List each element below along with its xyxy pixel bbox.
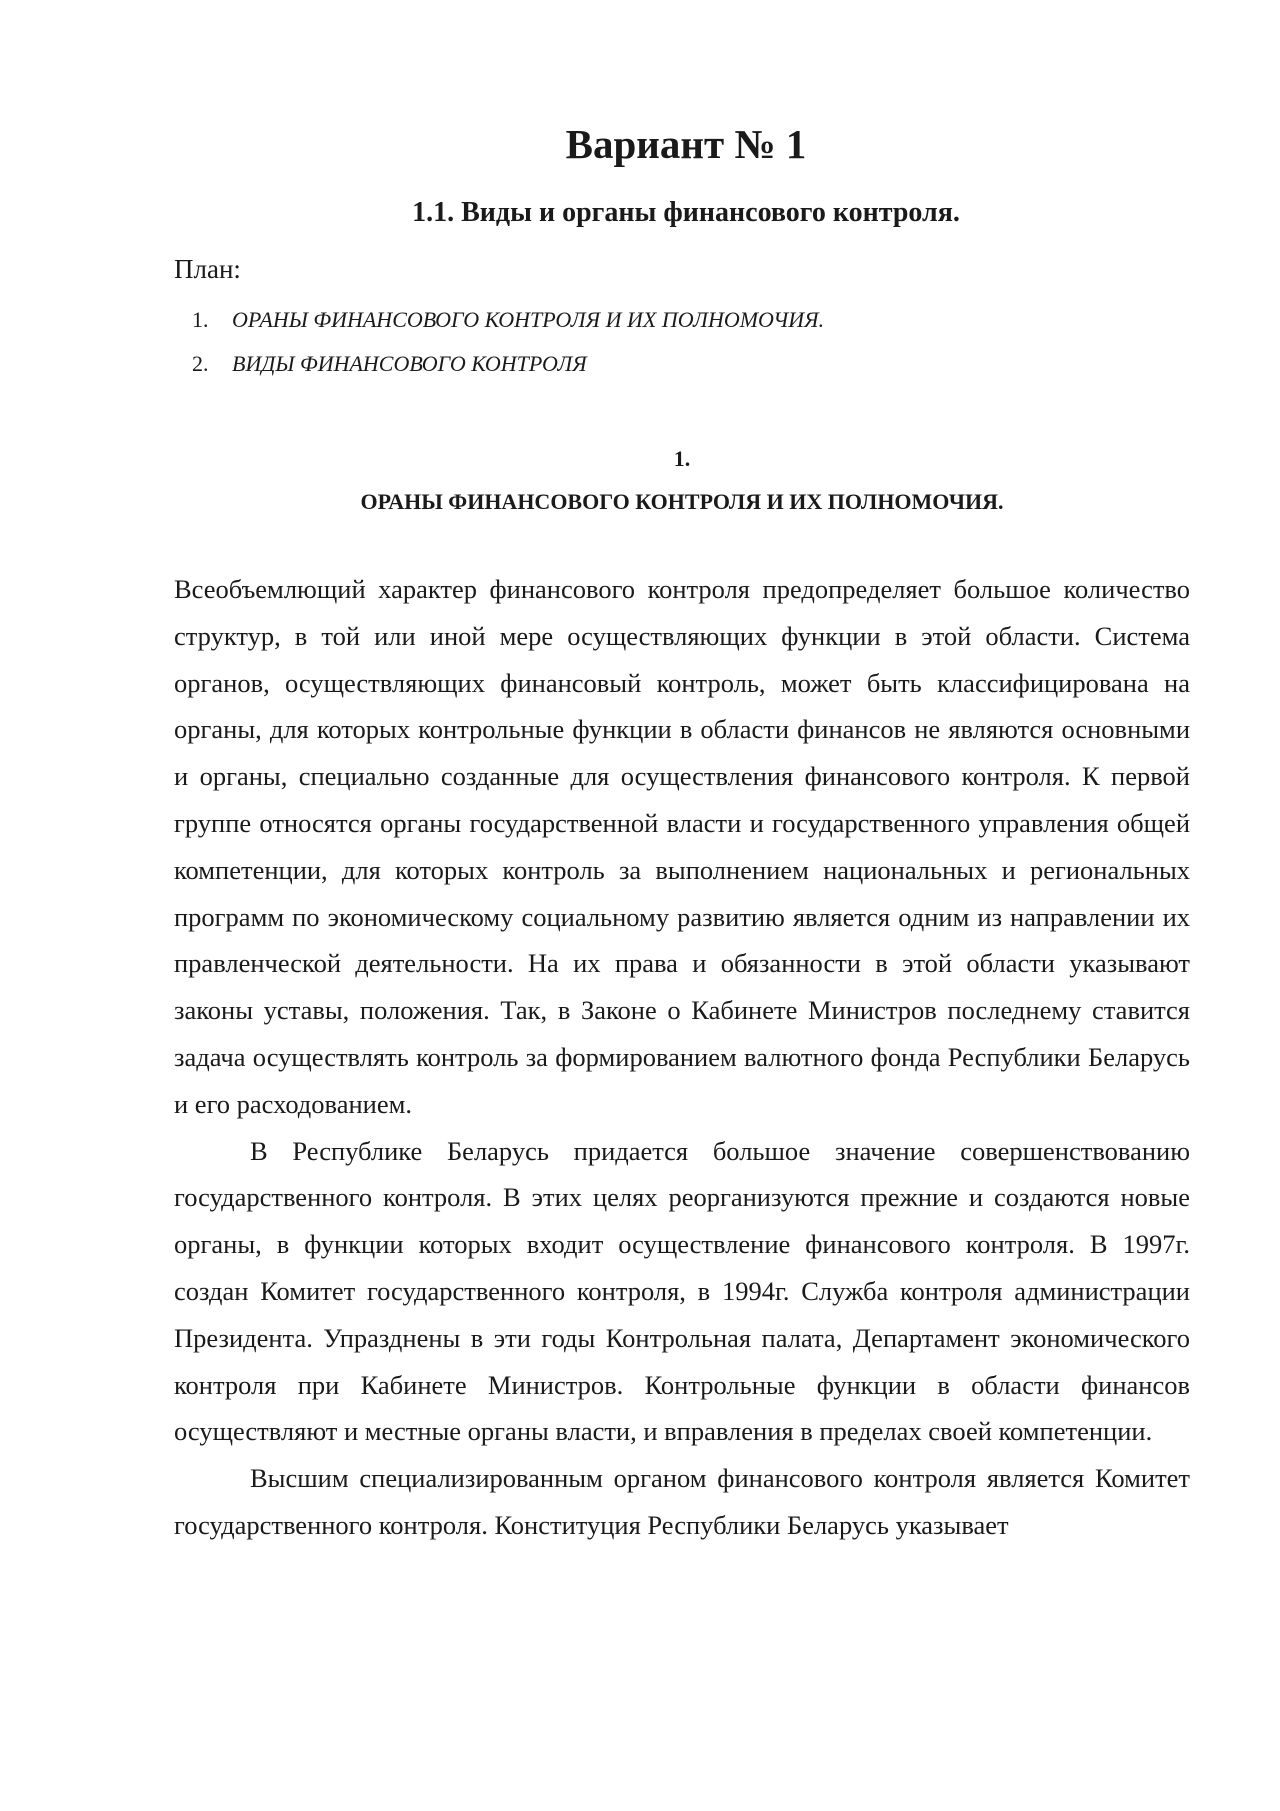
plan-item-number: 1. (192, 307, 209, 332)
section-title: ОРАНЫ ФИНАНСОВОГО КОНТРОЛЯ И ИХ ПОЛНОМОЧИЯ. (360, 489, 1004, 514)
plan-list (174, 298, 824, 386)
section-number: 1. (673, 446, 691, 471)
paragraph: Всеобъемлющий характер финансового контроля предопределяет большое количество структур, в той или иной мере осуществляющих функции в этой области. Система органов, осуществляющих финансовый контроль, может быть классифицирована на органы, для которых контрольные функции в области финансов не являются основными и органы, специально созданные для осуществления финансового контроля. К первой группе относятся органы государственной власти и государственного управления общей компетенции, для которых контроль за выполнением национальных и региональных программ по экономическому социальному развитию является одним из направлении их правленческой деятельности. На их права и обязанности в этой области указывают законы уставы, положения. Так, в Законе о Кабинете Министров последнему ставится задача осуществлять контроль за формированием валютного фонда Республики Беларусь и его расходованием. (174, 574, 1190, 1119)
plan-item (174, 342, 824, 386)
document-subtitle: 1.1. Виды и органы финансового контроля. (412, 197, 960, 228)
plan-item (174, 298, 824, 342)
plan-item-text: ВИДЫ ФИНАНСОВОГО КОНТРОЛЯ (232, 351, 587, 376)
paragraph: В Республике Беларусь придается большое значение совершенствованию государственного контроля. В этих целях реорганизуются прежние и создаются новые органы, в функции которых входит осуществление финансового контроля. В 1997г. создан Комитет государственного контроля, в 1994г. Служба контроля администрации Президента. Упразднены в эти годы Контрольная палата, Департамент экономического контроля при Кабинете Министров. Контрольные функции в области финансов осуществляют и местные органы власти, и вправления в пределах своей компетенции. (174, 1135, 1190, 1447)
document-title: Вариант № 1 (565, 121, 807, 167)
plan-item-text: ОРАНЫ ФИНАНСОВОГО КОНТРОЛЯ И ИХ ПОЛНОМОЧИЯ. (232, 307, 825, 332)
plan-label: План: (174, 254, 241, 284)
paragraph: Высшим специализированным органом финансового контроля является Комитет государственного контроля. Конституция Республики Беларусь указывает (174, 1463, 1190, 1540)
body-text (174, 566, 1190, 1549)
plan-item-number: 2. (192, 351, 209, 376)
